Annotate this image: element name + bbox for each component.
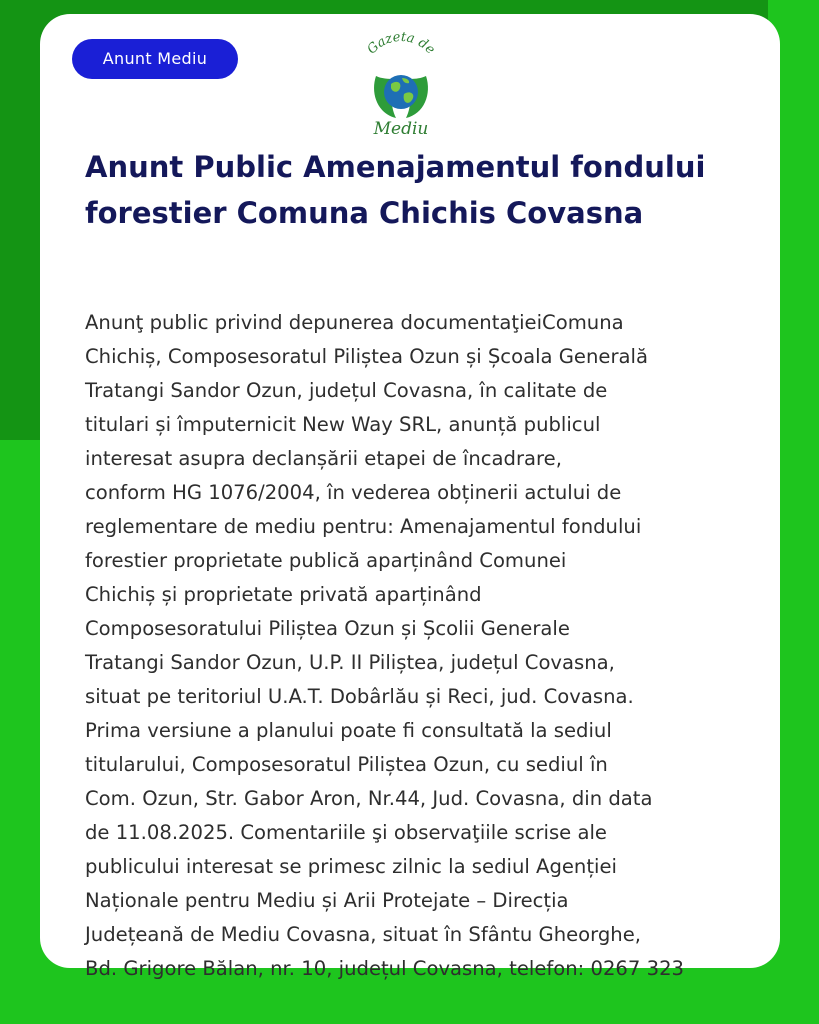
article-title: Anunt Public Amenajamentul fondului forestier Comuna Chichis Covasna	[85, 150, 706, 230]
category-badge[interactable]: Anunt Mediu	[72, 39, 238, 79]
logo-text-bottom: Mediu	[373, 119, 429, 139]
logo-globe-leaf-icon	[356, 28, 446, 140]
announcement-card	[40, 14, 780, 980]
article-body: Anunţ public privind depunerea documentaţieiComuna Chichiș, Composesoratul Piliștea Ozun și Școala Generală Tratangi Sandor Ozun, județul Covasna, în calitate de titulari și împuternicit New Way SRL, anunță publicul interesat asupra declanșării etapei de încadrare, conform HG 1076/2004, în vederea obținerii actului de reglementare de mediu pentru: Amenajamentul fondului forestier proprietate publică aparținând Comunei Chichiș și proprietate privată aparținând Composesoratului Piliștea Ozun și Școlii Generale Tratangi Sandor Ozun, U.P. II Piliștea, județul Covasna, situat pe teritoriul U.A.T. Dobârlău și Reci, jud. Covasna. Prima versiune a planului poate fi consultată la sediul titularului, Composesoratul Piliștea Ozun, cu sediul în Com. Ozun, Str. Gabor Aron, Nr.44, Jud. Covasna, din data de 11.08.2025. Comentariile şi observaţiile scrise ale publicului interesat se primesc zilnic la sediul Agenției Naționale pentru Mediu și Arii Protejate – Direcția Județeană de Mediu Covasna, situat în Sfântu Gheorghe, Bd. Grigore Bălan, nr. 10, județul Covasna, telefon: 0267 323	[85, 311, 684, 980]
logo-text-top: Gazeta de	[364, 29, 438, 58]
